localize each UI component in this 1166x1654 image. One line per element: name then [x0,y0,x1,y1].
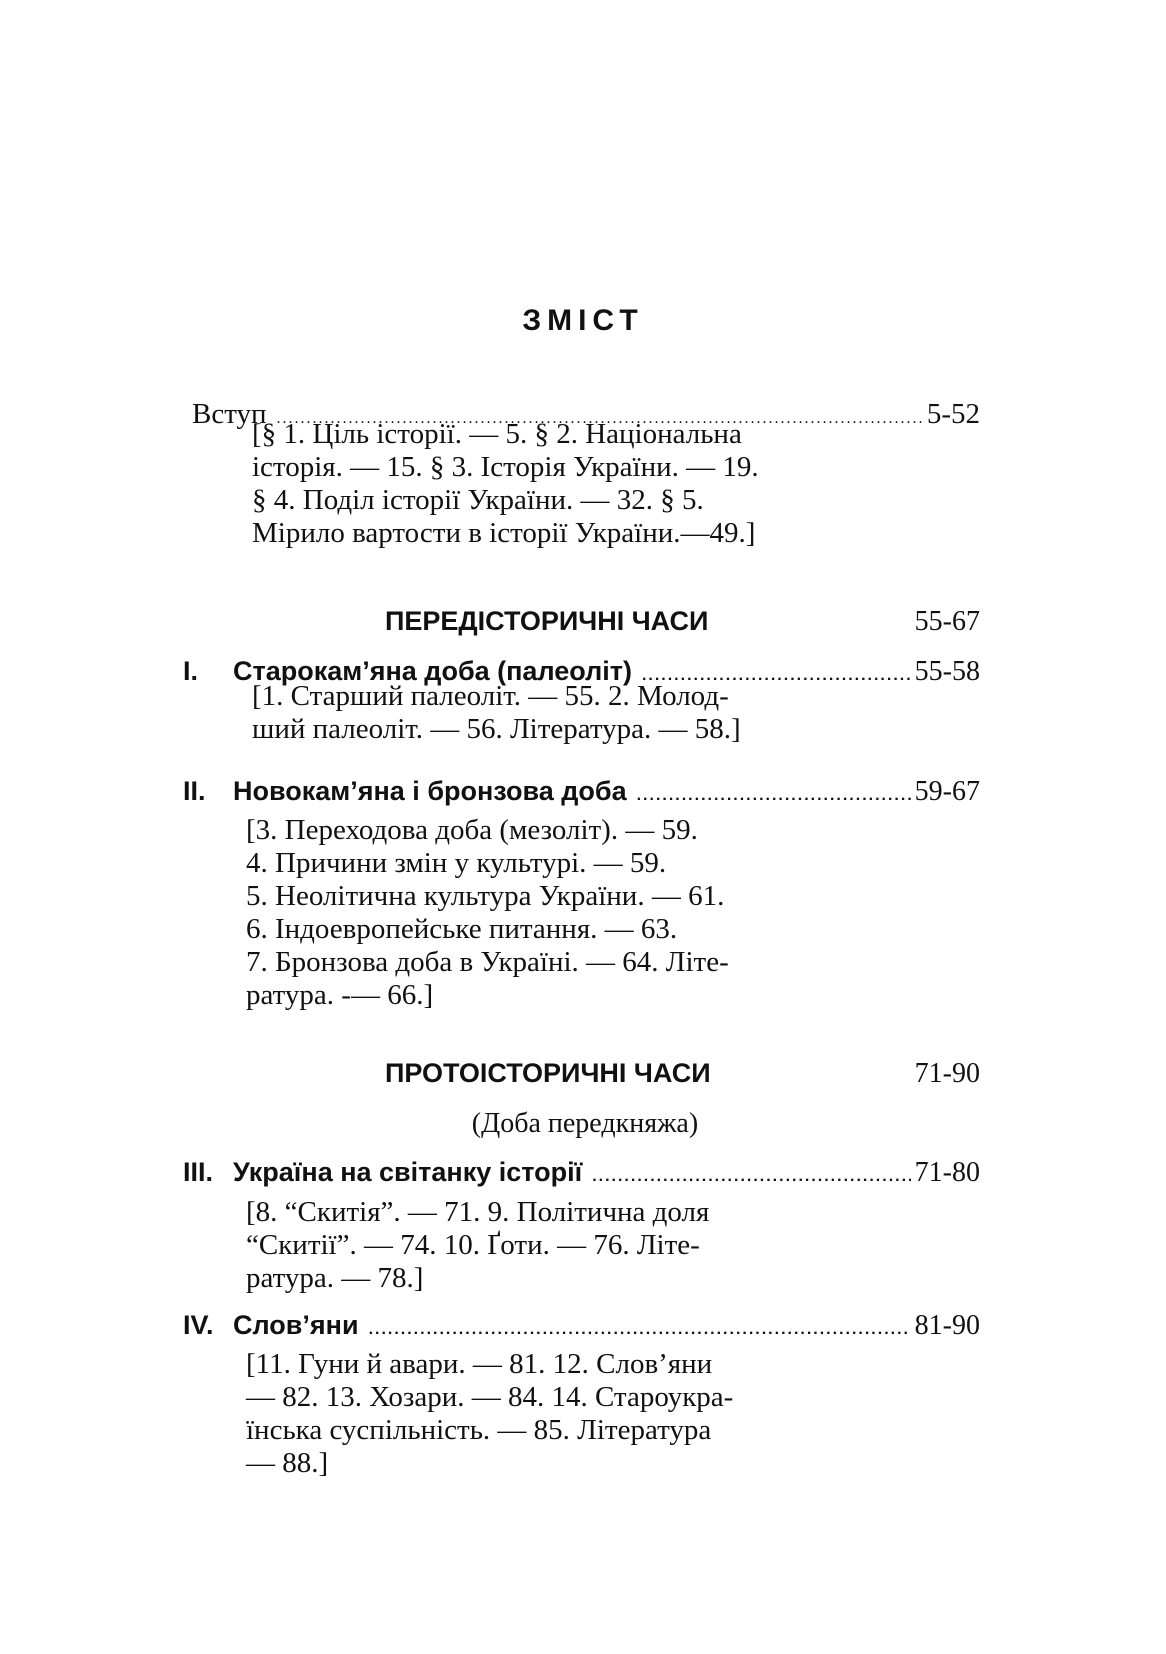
toc-entry-chapter-4[interactable] [183,1310,980,1342]
details-line: ратура. -— 66.] [246,979,434,1011]
section-subtitle: (Доба передкняжа) [471,1108,699,1139]
chapter-title: Новокам’яна і бронзова доба [233,776,627,806]
details-line: 4. Причини змін у культурі. — 59. [246,847,667,879]
chapter-title-wrap [183,776,627,807]
chapter-title: Старокам’яна доба (палеоліт) [233,656,632,686]
details-line: [11. Гуни й авари. — 81. 12. Слов’яни [246,1348,713,1380]
chapter-details [252,680,741,746]
chapter-title-wrap [183,1310,359,1341]
details-line: ший палеоліт. — 56. Література. — 58.] [252,713,741,745]
section-heading-prehistoric[interactable] [385,606,980,638]
section-pages: 71-90 [914,1058,980,1089]
section-title: ПРОТОІСТОРИЧНІ ЧАСИ [385,1058,711,1088]
chapter-details [246,1348,733,1480]
details-line: їнська суспільність. — 85. Література [246,1414,712,1446]
toc-entry-pages: 5-52 [926,398,980,430]
chapter-title: Україна на світанку історії [233,1157,583,1187]
chapter-number: II. [183,776,206,806]
chapter-pages: 81-90 [914,1310,980,1341]
chapter-number: IV. [183,1310,214,1340]
chapter-number: III. [183,1157,214,1187]
details-line: — 82. 13. Хозари. — 84. 14. Староукра- [246,1381,734,1413]
section-title: ПЕРЕДІСТОРИЧНІ ЧАСИ [385,606,709,636]
details-line: — 88.] [246,1447,329,1479]
chapter-title: Слов’яни [233,1310,359,1340]
details-line: 7. Бронзова доба в Україні. — 64. Літе- [246,946,729,978]
toc-entry-chapter-3[interactable] [183,1157,980,1189]
toc-entry-chapter-2[interactable] [183,776,980,808]
dot-leader [592,1168,910,1186]
page-title: ЗМІСТ [522,304,644,337]
details-line: історія. — 15. § 3. Історія України. — 19. [252,451,759,483]
chapter-details [246,814,729,1012]
chapter-details [246,1196,709,1295]
details-line: 6. Індоевропейське питання. — 63. [246,913,678,945]
details-line: ратура. — 78.] [246,1262,424,1294]
section-pages: 55-67 [914,606,980,637]
details-line: [3. Переходова доба (мезоліт). — 59. [246,814,698,846]
details-line: [§ 1. Ціль історії. — 5. § 2. Національна [252,418,742,450]
section-heading-protohistoric[interactable] [385,1058,980,1090]
toc-entry-label: Вступ [192,398,267,430]
chapter-number: I. [183,656,199,686]
details-line: “Скитії”. — 74. 10. Ґоти. — 76. Літе- [246,1229,700,1261]
details-line: [8. “Скитія”. — 71. 9. Політична доля [246,1196,710,1228]
details-line: 5. Неолітична культура України. — 61. [246,880,725,912]
chapter-title-wrap [183,1157,582,1188]
chapter-pages: 71-80 [914,1157,980,1188]
dot-leader [637,787,911,805]
chapter-pages: 59-67 [914,776,980,807]
toc-entry-details [252,418,759,550]
dot-leader [369,1321,911,1339]
details-line: Мірило вартости в історії України.—49.] [252,517,756,549]
details-line: § 4. Поділ історії України. — 32. § 5. [252,484,704,516]
chapter-pages: 55-58 [914,656,980,687]
details-line: [1. Старший палеоліт. — 55. 2. Молод- [252,680,729,712]
